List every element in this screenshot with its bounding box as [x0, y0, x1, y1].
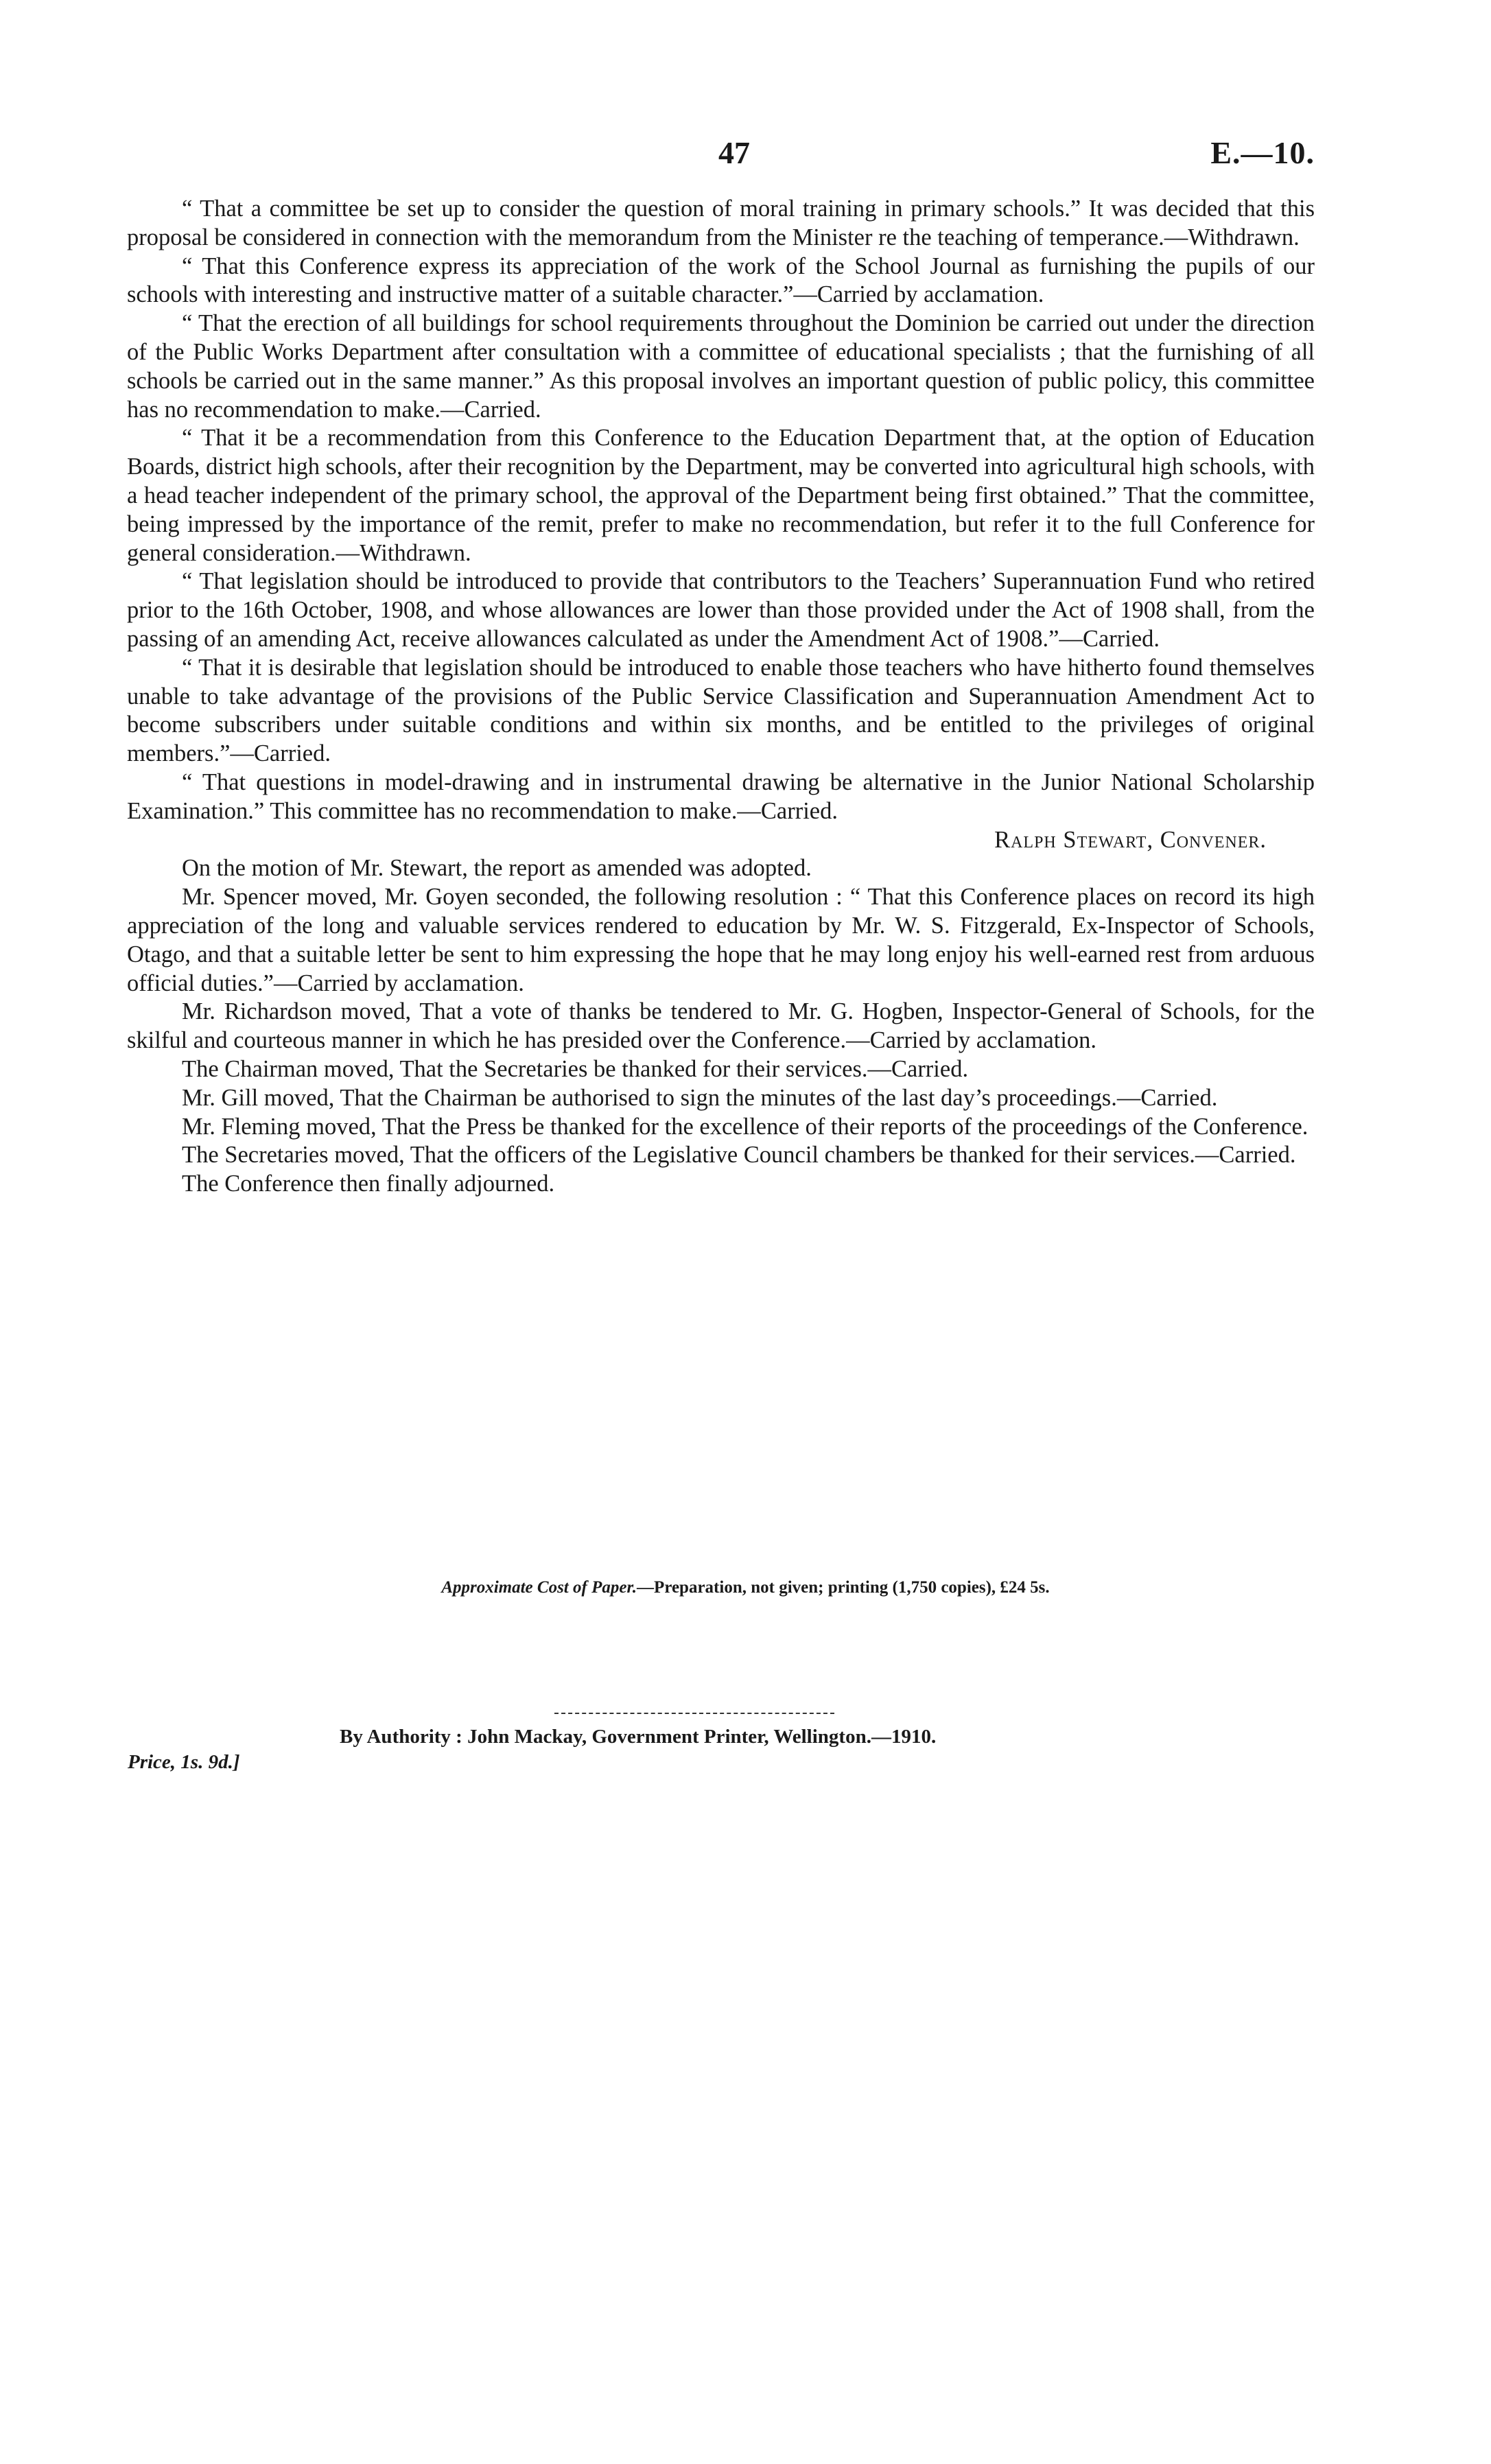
resolution-paragraph-3: Mr. Richardson moved, That a vote of thanks be tendered to Mr. G. Hogben, Inspector-General of Schools, for the skilful and courteous manner in which he has presided over the Conference.—Carried by acclamation.: [127, 998, 1315, 1054]
remit-paragraph-3: “ That the erection of all buildings for school requirements throughout the Dominion be carried out under the direction of the Public Works Department after consultation with a committee of educational specialists ; that the furnishing of all schools be carried out in the same manner.” As this proposal involves an important question of public policy, this committee has no recommendation to make.—Carried.: [127, 310, 1315, 423]
convener-signature: Ralph Stewart, Convener.: [994, 826, 1267, 853]
resolution-paragraph-4: The Chairman moved, That the Secretaries be thanked for their services.—Carried.: [182, 1055, 969, 1082]
resolution-paragraph-6: Mr. Fleming moved, That the Press be thanked for the excellence of their reports of the proceedings of the Conference.: [182, 1113, 1308, 1140]
resolution-paragraph-1: On the motion of Mr. Stewart, the report as amended was adopted.: [182, 855, 812, 882]
document-reference: E.—10.: [1210, 135, 1315, 170]
remit-paragraph-1: “ That a committee be set up to consider the question of moral training in primary schools.” It was decided that this proposal be considered in connection with the memorandum from the Minister re the teaching of temperance.—Withdrawn.: [127, 196, 1315, 250]
cost-note-text: —Preparation, not given; printing (1,750 copies), £24 5s.: [637, 1578, 1050, 1597]
cost-note-label: Approximate Cost of Paper.: [441, 1578, 637, 1597]
document-body: [127, 195, 1315, 1199]
divider-rule: [554, 1713, 834, 1714]
remit-paragraph-4: “ That it be a recommendation from this Conference to the Education Department that, at the option of Education Boards, district high schools, after their recognition by the Department, may be converted into agricultural high schools, with a head teacher independent of the primary school, the approval of the Department being first obtained.” That the committee, being impressed by the importance of the remit, prefer to make no recommendation, but refer it to the full Conference for general consideration.—Withdrawn.: [127, 425, 1315, 566]
remit-paragraph-5: “ That legislation should be introduced to provide that contributors to the Teachers’ Superannuation Fund who retired prior to the 16th October, 1908, and whose allowances are lower than those provided under the Act of 1908 shall, from the passing of an amending Act, receive allowances calculated as under the Amendment Act of 1908.”—Carried.: [127, 568, 1315, 652]
cost-of-paper-note: [0, 1578, 1491, 1597]
resolution-paragraph-8: The Conference then finally adjourned.: [182, 1171, 555, 1197]
resolution-paragraph-5: Mr. Gill moved, That the Chairman be authorised to sign the minutes of the last day’s proceedings.—Carried.: [182, 1084, 1218, 1111]
remit-paragraph-6: “ That it is desirable that legislation should be introduced to enable those teachers who have hitherto found themselves unable to take advantage of the provisions of the Public Service Classification and Superannuation Amendment Act to become subscribers under suitable conditions and within six months, and be entitled to the privileges of original members.”—Carried.: [127, 654, 1315, 767]
remit-paragraph-2: “ That this Conference express its appreciation of the work of the School Journal as furnishing the pupils of our schools with interesting and instructive matter of a suitable character.”—Carried by acclamation.: [127, 253, 1315, 308]
printer-imprint: By Authority : John Mackay, Government Printer, Wellington.—1910.: [340, 1726, 937, 1748]
page-number: 47: [718, 135, 750, 170]
remit-paragraph-7: “ That questions in model-drawing and in instrumental drawing be alternative in the Junior National Scholarship Examination.” This committee has no recommendation to make.—Carried.: [127, 768, 1315, 824]
resolution-paragraph-2: Mr. Spencer moved, Mr. Goyen seconded, the following resolution : “ That this Conference places on record its high appreciation of the long and valuable services rendered to education by Mr. W. S. Fitzgerald, Ex-Inspector of Schools, Otago, and that a suitable letter be sent to him expressing the hope that he may long enjoy his well-earned rest from arduous official duties.”—Carried by acclamation.: [127, 884, 1315, 996]
resolution-paragraph-7: The Secretaries moved, That the officers of the Legislative Council chambers be thanked for their services.—Carried.: [182, 1142, 1296, 1169]
price-note: Price, 1s. 9d.]: [128, 1751, 240, 1773]
